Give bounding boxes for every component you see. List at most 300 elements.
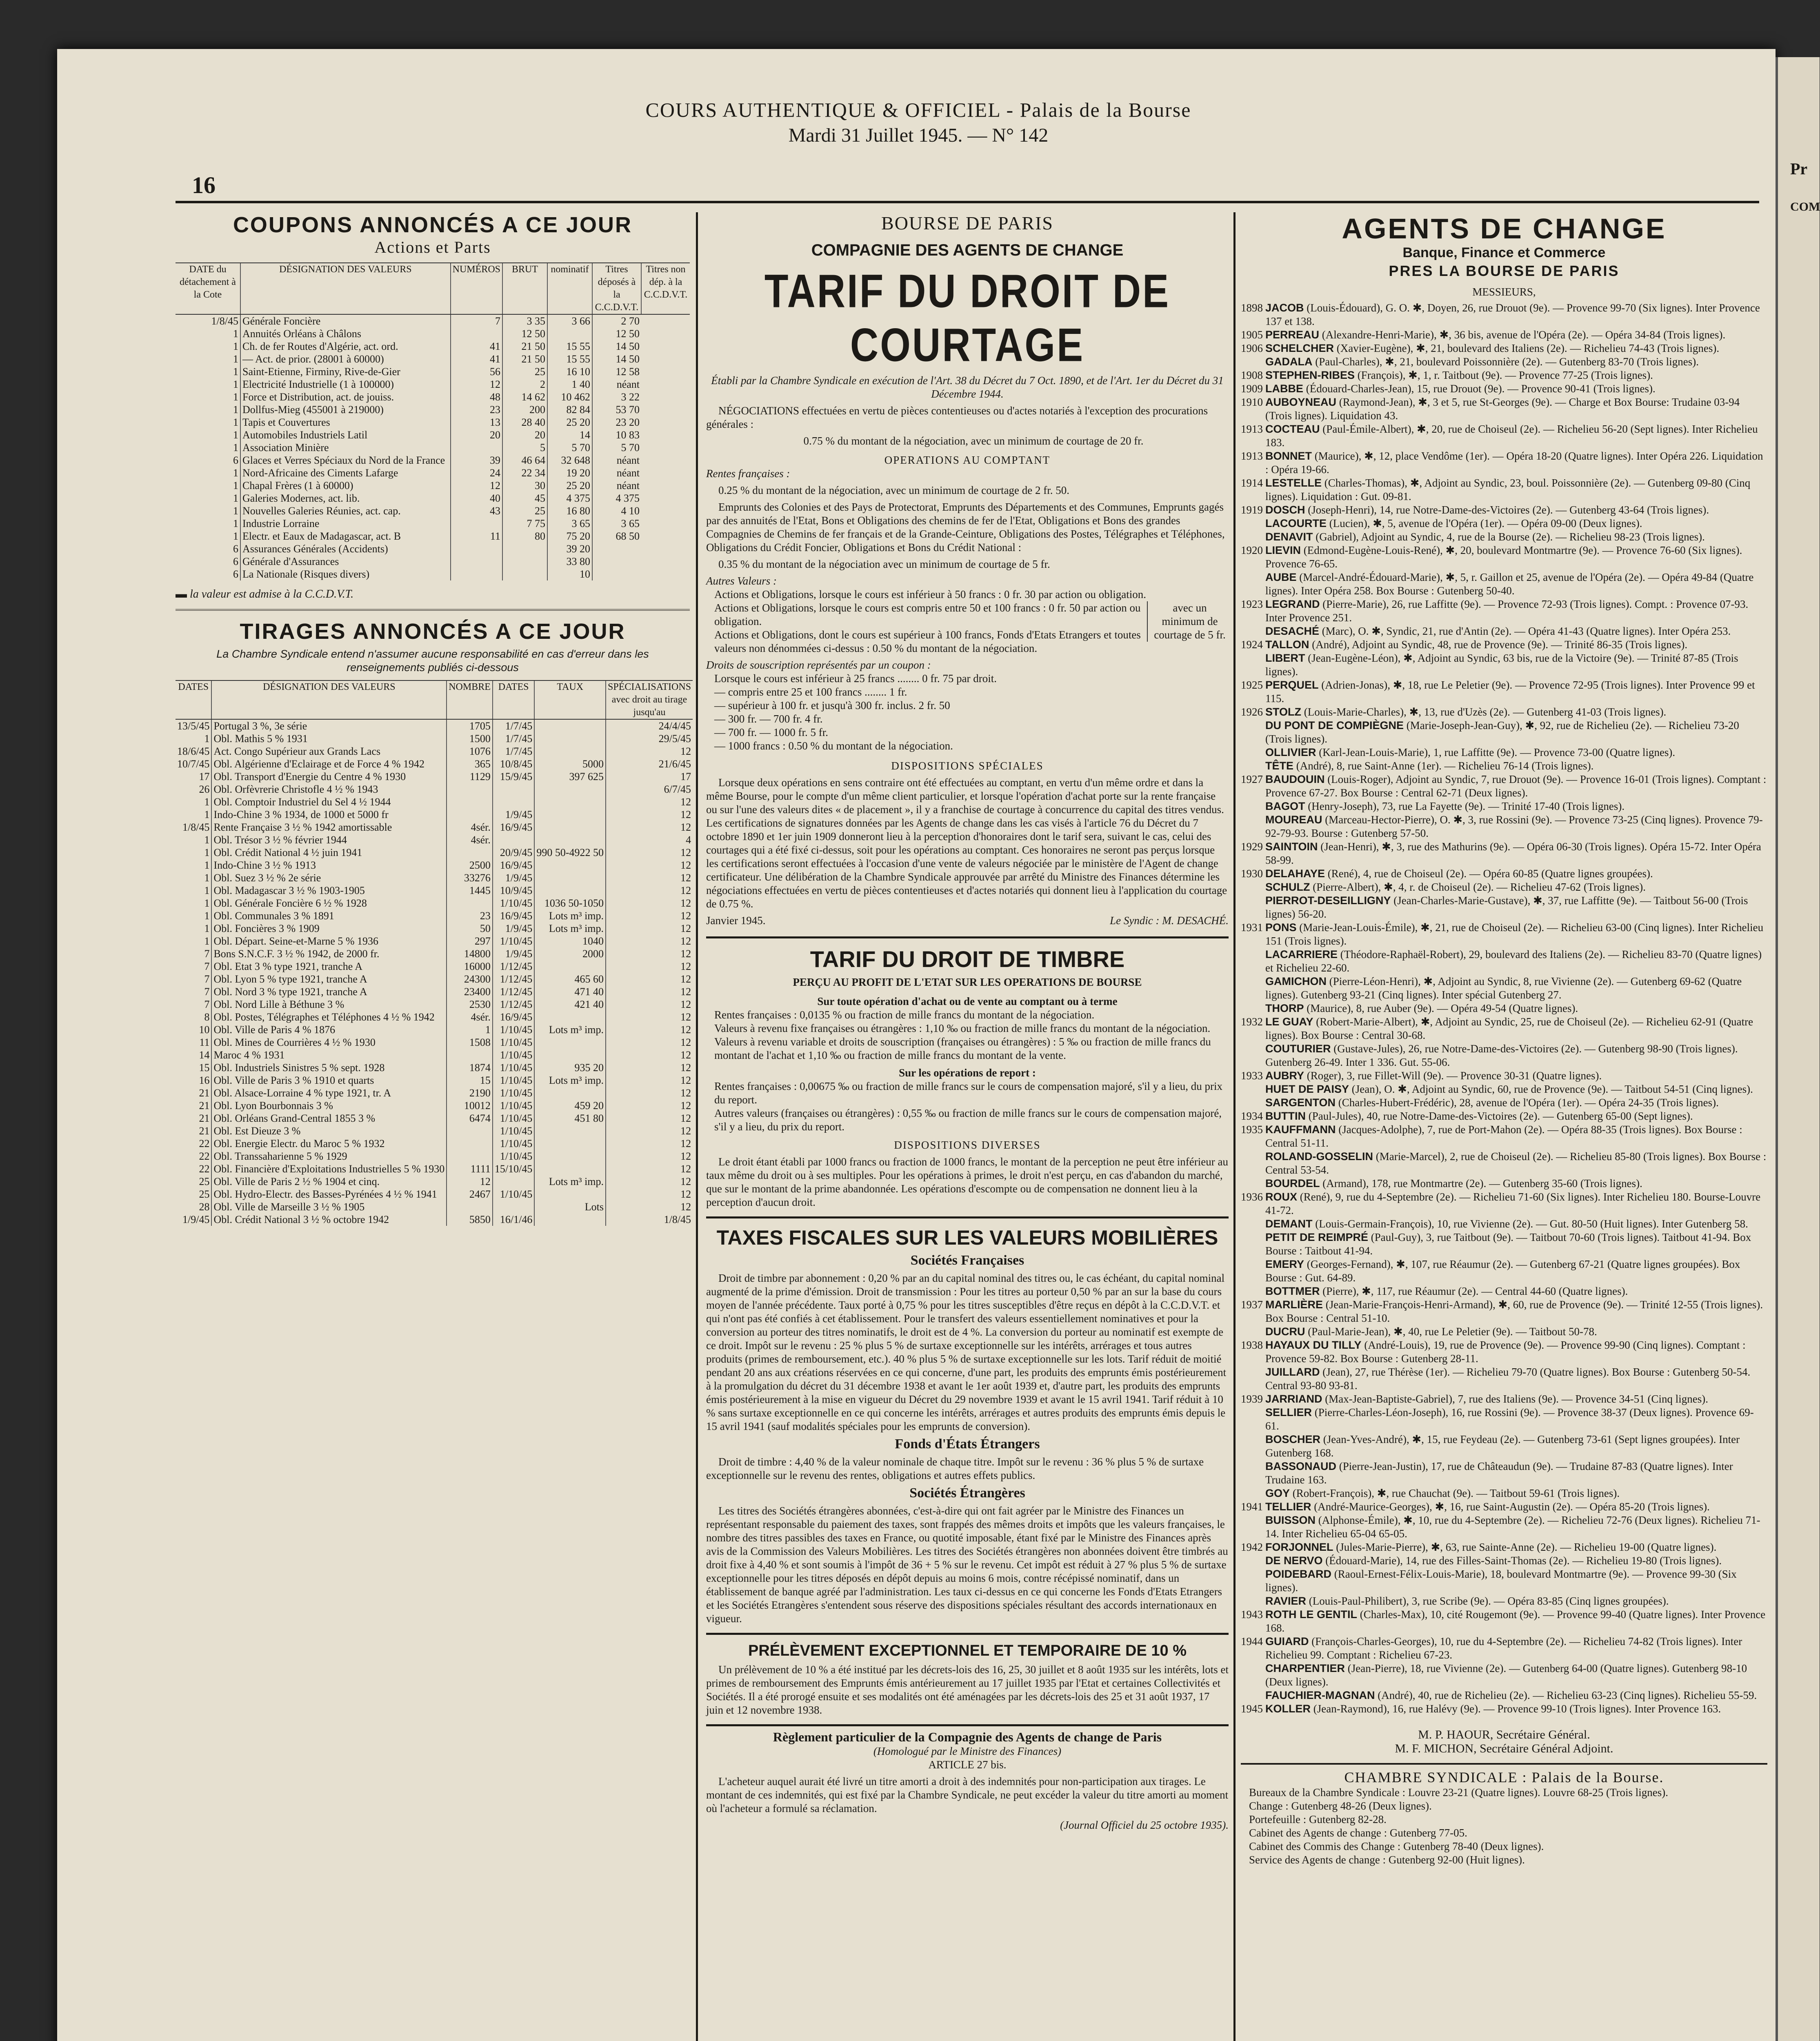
cell-value: 12 — [606, 1087, 693, 1099]
agent-name: PETIT DE REIMPRÉ — [1265, 1231, 1369, 1243]
agent-name: DU PONT DE COMPIÈGNE — [1265, 719, 1404, 731]
reglement-title: Règlement particulier de la Compagnie des Agents de change de Paris — [773, 1730, 1162, 1744]
chambre-line: Bureaux de la Chambre Syndicale : Louvre 23-21 (Quatre lignes). Louvre 68-25 (Trois lignes). — [1249, 1786, 1669, 1799]
cell-value: 80 — [502, 530, 547, 542]
agent-details: (Lucien), ✱, 5, avenue de l'Opéra (1er). — Opéra 09-00 (Deux lignes). — [1329, 517, 1642, 529]
table-row — [176, 897, 693, 909]
agent-details: (Xavier-Eugène), ✱, 21, boulevard des Italiens (2e). — Richelieu 74-43 (Trois lignes). — [1336, 342, 1720, 354]
agent-details: (Paul-Charles), ✱, 21, boulevard Poissonnière (2e). — Gutenberg 83-70 (Trois lignes). — [1315, 356, 1699, 368]
cell-value: 10 — [199, 1024, 210, 1036]
table-row — [176, 758, 693, 770]
agent-details: (André-Louis), 19, rue de Provence (9e). — Provence 99-90 (Cinq lignes). Comptant : Provence 59-82. Box Bourse : Gutenberg 28-11. — [1265, 1339, 1746, 1365]
cell-value — [451, 517, 502, 530]
agent-name: COCTEAU — [1265, 423, 1320, 435]
agent-name: PERREAU — [1265, 329, 1320, 341]
col-header: BRUT — [502, 263, 547, 314]
cell-value: 21 — [199, 1100, 210, 1112]
cell-value — [447, 796, 493, 808]
cell-value: 1/10/45 — [493, 1137, 534, 1150]
coupon-line: — 300 fr. — 700 fr. 4 fr. — [714, 713, 823, 725]
cell-valeur: Bons S.N.C.F. 3 ½ % 1942, de 2000 fr. — [211, 947, 447, 960]
agent-details: (Jean-Raymond), 16, rue Halévy (9e). — Provence 99-10 (Trois lignes). Inter Provence 163. — [1313, 1703, 1721, 1715]
table-row — [176, 745, 693, 758]
cell-value — [502, 542, 547, 555]
agent-details: (Raymond-Jean), ✱, 3 et 5, rue St-Georges (9e). — Charge et Box Bourse: Trudaine 03-94 (Trois lignes). Liquidation 43. — [1265, 396, 1740, 422]
agents-title: AGENTS DE CHANGE — [1342, 213, 1667, 245]
cell-value: 1 — [233, 429, 238, 441]
cell-value: 1/12/45 — [493, 998, 534, 1011]
agent-entry — [1241, 1365, 1767, 1392]
cell-value: 25 — [199, 1188, 210, 1200]
agent-details: (Jacques-Adolphe), 7, rue de Port-Mahon (2e). — Opéra 88-35 (Trois lignes). Box Bourse : Central 51-11. — [1265, 1123, 1742, 1149]
cell-value: 1/10/45 — [493, 1074, 534, 1087]
agent-entry — [1241, 948, 1767, 975]
agent-name: BASSONAUD — [1265, 1460, 1337, 1472]
agent-details: (Marcel-André-Édouard-Marie), ✱, 5, r. Gaillon et 25, avenue de l'Opéra (2e). — Opéra 49-84 (Quatre lignes). Inter Opéra 258. Box Bourse : Gutenberg 50-40. — [1265, 571, 1754, 597]
table-row — [176, 719, 693, 732]
agent-name: MARLIÈRE — [1265, 1298, 1323, 1311]
agent-details: (Théodore-Raphaël-Robert), 29, boulevard des Italiens (2e). — Richelieu 83-70 (Quatre lignes) et Richelieu 22-60. — [1265, 948, 1762, 974]
dispositions-title: DISPOSITIONS SPÉCIALES — [891, 760, 1044, 772]
agent-name: FAUCHIER-MAGNAN — [1265, 1689, 1375, 1701]
agent-name: AUBE — [1265, 571, 1297, 583]
agent-details: (Jean), 27, rue Thérèse (1er). — Richelieu 79-70 (Quatre lignes). Box Bourse : Gutenberg 50-54. Central 93-80 93-81. — [1265, 1366, 1751, 1392]
cell-value — [534, 1188, 606, 1201]
agent-name: HAYAUX DU TILLY — [1265, 1339, 1362, 1351]
agent-name: BAGOT — [1265, 800, 1305, 812]
agent-name: BOURDEL — [1265, 1177, 1320, 1189]
agent-name: DE NERVO — [1265, 1554, 1323, 1567]
fr-title: Sociétés Françaises — [910, 1253, 1024, 1268]
cell-value: 2467 — [447, 1188, 493, 1201]
autres-line: Actions et Obligations, dont le cours est supérieur à 100 francs, Fonds d'Etats Etrangers et toutes valeurs non dénommées ci-dessus : 0.50 % du montant de la négociation. — [714, 629, 1141, 654]
cell-value: 16 10 — [547, 365, 592, 378]
cell-valeur: Chapal Frères (1 à 60000) — [240, 479, 451, 492]
agent-details: (Robert-Marie-Albert), ✱, Adjoint au Syndic, 25, rue de Choiseul (2e). — Richelieu 62-91 (Quatre lignes). Box Bourse : Central 30-68. — [1265, 1016, 1753, 1041]
cell-value: 12 — [606, 1036, 693, 1049]
agent-name: HUET DE PAISY — [1265, 1083, 1349, 1095]
cell-value: 1445 — [447, 884, 493, 897]
cell-value: 1/10/45 — [493, 1125, 534, 1137]
cell-value: Lots m³ imp. — [534, 1023, 606, 1036]
etats-title: Fonds d'États Étrangers — [895, 1436, 1040, 1452]
achat-line: Valeurs à revenu variable et droits de souscription (françaises ou étrangères) : 5 ‰ ou fraction de mille francs du montant de l'achat et 1,10 ‰ ou fraction de mille francs du montant de la vente. — [714, 1036, 1211, 1061]
cell-value — [451, 568, 502, 580]
agent-name: DUCRU — [1265, 1325, 1305, 1338]
cell-value — [447, 1137, 493, 1150]
agent-entry — [1241, 382, 1767, 396]
cell-value: Lots m³ imp. — [534, 1175, 606, 1188]
agent-details: (Marie-Jean-Louis-Émile), ✱, 21, rue de Choiseul (2e). — Richelieu 63-00 (Cinq lignes). Inter Richelieu 151 (Trois lignes). — [1265, 921, 1764, 947]
cell-value: 26 — [199, 783, 210, 795]
cell-value: 20 — [502, 429, 547, 441]
cell-value — [547, 327, 592, 340]
agent-entry — [1241, 369, 1767, 382]
table-row — [176, 947, 693, 960]
cell-valeur: Nouvelles Galeries Réunies, act. cap. — [240, 505, 451, 517]
cell-valeur: — Act. de prior. (28001 à 60000) — [240, 353, 451, 365]
cell-value: 14 — [199, 1049, 210, 1061]
agent-entry — [1241, 840, 1767, 867]
cell-value: 1 — [204, 897, 210, 909]
cell-value: 7 75 — [502, 517, 547, 530]
cell-value — [447, 808, 493, 821]
cell-value — [534, 872, 606, 884]
agent-details: (Marc), O. ✱, Syndic, 21, rue d'Antin (2e). — Opéra 41-43 (Quatre lignes). Inter Opéra 253. — [1322, 625, 1731, 637]
cell-value: 20/9/45 — [493, 846, 534, 859]
agent-name: TALLON — [1265, 638, 1309, 651]
page-number: 16 — [192, 172, 216, 198]
cell-value — [534, 884, 606, 897]
autres-label: Autres Valeurs : — [706, 575, 777, 587]
cell-value: 25 — [502, 365, 547, 378]
cell-value: 2 — [502, 378, 547, 391]
reglement-text: L'acheteur auquel aurait été livré un titre amorti a droit à des indemnités pour non-participation aux tirages. Le montant de ces indemnités, qui est fixé par la Chambre Syndicale, ne peut excéder la valeur du titre amorti au moment où l'acheteur a formulé sa réclamation. — [706, 1775, 1229, 1814]
coupons-subtitle: Actions et Parts — [374, 238, 491, 256]
cell-value: 25 20 — [547, 479, 592, 492]
cell-value: Lots m³ imp. — [534, 909, 606, 922]
cell-valeur: Portugal 3 %, 3e série — [211, 719, 447, 732]
agent-year: 1926 — [1241, 706, 1263, 718]
cell-value: 12 50 — [592, 327, 641, 340]
agent-entry — [1241, 773, 1767, 800]
cell-valeur: Obl. Industriels Sinistres 5 % sept. 1928 — [211, 1061, 447, 1074]
cell-value — [447, 846, 493, 859]
cell-value: 68 50 — [592, 530, 641, 542]
agent-name: ROLAND-GOSSELIN — [1265, 1150, 1373, 1163]
cell-valeur: Obl. Départ. Seine-et-Marne 5 % 1936 — [211, 935, 447, 947]
agent-entry — [1241, 396, 1767, 422]
secretaire: M. P. HAOUR, Secrétaire Général. — [1418, 1728, 1590, 1741]
agent-name: CHARPENTIER — [1265, 1662, 1345, 1674]
agent-entry — [1241, 544, 1767, 571]
cell-value: 6 — [233, 568, 238, 580]
table-row — [176, 441, 690, 454]
agent-entry — [1241, 598, 1767, 625]
achat-line: Valeurs à revenu fixe françaises ou étrangères : 1,10 ‰ ou fraction de mille francs du montant de la négociation. — [714, 1022, 1211, 1034]
cell-valeur: Industrie Lorraine — [240, 517, 451, 530]
table-row — [176, 555, 690, 568]
cell-value: 16/9/45 — [493, 1011, 534, 1023]
cell-value: 1/9/45 — [493, 947, 534, 960]
agent-year: 1910 — [1241, 396, 1263, 408]
table-row — [176, 365, 690, 378]
agent-details: (Pierre), ✱, 117, rue Réaumur (2e). — Central 44-60 (Quatre lignes). — [1322, 1285, 1628, 1297]
agent-name: LACOURTE — [1265, 517, 1327, 529]
cell-value: 1/10/45 — [493, 935, 534, 947]
agent-details: (René), 4, rue de Choiseul (2e). — Opéra 60-85 (Quatre lignes groupées). — [1327, 867, 1653, 880]
col-header: DATE du détachement à la Cote — [176, 263, 240, 314]
table-row — [176, 568, 690, 580]
cell-value: 1/10/45 — [493, 897, 534, 909]
agent-details: (André), Adjoint au Syndic, 48, rue de Provence (9e). — Trinité 86-35 (Trois lignes). — [1312, 638, 1688, 651]
rentes-text: 0.25 % du montant de la négociation, avec un minimum de courtage de 2 fr. 50. — [718, 484, 1070, 496]
cell-value: 13 — [451, 416, 502, 429]
cell-value: 1 40 — [547, 378, 592, 391]
agent-name: BUISSON — [1265, 1514, 1316, 1526]
cell-value: 1 — [233, 505, 238, 517]
table-row — [176, 391, 690, 403]
agent-year: 1898 — [1241, 302, 1263, 314]
agent-entry — [1241, 1217, 1767, 1231]
cell-value: 16/9/45 — [493, 909, 534, 922]
agent-name: LESTELLE — [1265, 477, 1322, 489]
agents-subtitle: Banque, Finance et Commerce — [1402, 245, 1606, 260]
cell-value: 12 — [606, 1023, 693, 1036]
col-header: DÉSIGNATION DES VALEURS — [240, 263, 451, 314]
table-row — [176, 985, 693, 998]
cell-value — [534, 1137, 606, 1150]
agent-year: 1920 — [1241, 544, 1263, 556]
cell-value: 17 — [606, 770, 693, 783]
agent-year: 1934 — [1241, 1110, 1263, 1122]
agent-entry — [1241, 975, 1767, 1002]
agent-name: OLLIVIER — [1265, 746, 1316, 758]
table-row — [176, 1175, 693, 1188]
cell-valeur: Obl. Orléans Grand-Central 1855 3 % — [211, 1112, 447, 1125]
cell-value: 29/5/45 — [606, 732, 693, 745]
agent-details: (Louis-Roger), Adjoint au Syndic, 7, rue Drouot (9e). — Provence 16-01 (Trois lignes). Comptant : Provence 67-27. Box Bourse : Central 62-71 (Deux lignes). — [1265, 773, 1767, 799]
taxes-title: TAXES FISCALES SUR LES VALEURS MOBILIÈRES — [716, 1226, 1218, 1249]
cell-value: 3 35 — [502, 314, 547, 327]
cell-value: 12 — [606, 897, 693, 909]
table-row — [176, 783, 693, 796]
agent-name: JARRIAND — [1265, 1393, 1322, 1405]
coupons-table — [176, 262, 690, 580]
cell-value: 16 80 — [547, 505, 592, 517]
cell-value: néant — [592, 467, 641, 479]
cell-value: 15/10/45 — [493, 1163, 534, 1175]
cell-value: 33 80 — [547, 555, 592, 568]
agent-entry — [1241, 705, 1767, 719]
agent-details: (Edmond-Eugène-Louis-René), ✱, 20, boulevard Montmartre (9e). — Provence 76-60 (Six lignes). Provence 76-65. — [1265, 544, 1742, 570]
cell-value: 1/9/45 — [182, 1214, 210, 1225]
cell-valeur: Obl. Madagascar 3 ½ % 1903-1905 — [211, 884, 447, 897]
cell-value: 12 — [606, 973, 693, 985]
cell-value: 14 50 — [592, 353, 641, 365]
cell-value: 1 — [204, 910, 210, 922]
agent-year: 1919 — [1241, 504, 1263, 516]
cell-value: 82 84 — [547, 403, 592, 416]
issue-date: Mardi 31 Juillet 1945. — N° 142 — [788, 125, 1049, 146]
diverses-text: Le droit étant établi par 1000 francs ou fraction de 1000 francs, le montant de la perception ne peut être inférieur au taux même du droit ou à ses multiples. Pour les opérations à primes, le droit n'est perçu, en cas d'abandon du marché, que sur le montant de la prime abandonnée. Les opérations d'escompte ou de compensation ne donnent lieu à la perception d'aucun droit. — [706, 1156, 1228, 1208]
agent-entry — [1241, 625, 1767, 638]
report-line: Rentes françaises : 0,00675 ‰ ou fraction de mille francs sur le cours de compensation majoré, s'il y a lieu, du prix du report. — [714, 1080, 1223, 1106]
cell-value: 13/5/45 — [177, 720, 210, 732]
agent-name: MOUREAU — [1265, 814, 1322, 826]
cell-value: 12 — [606, 922, 693, 935]
col-header: NUMÉROS — [451, 263, 502, 314]
prelevement-text: Un prélèvement de 10 % a été institué par les décrets-lois des 16, 25, 30 juillet et 8 août 1935 sur les intérêts, lots et primes de remboursement des Emprunts émis antérieurement au 17 juillet 1935 par l'Etat et certaines Collectivités et Sociétés. Il a été prorogé ensuite et ses modalités ont été aménagées par les décrets-lois des 25 et 31 août 1937, 17 juin et 12 novembre 1938. — [706, 1663, 1229, 1716]
agent-entry — [1241, 759, 1767, 773]
agent-details: (Armand), 178, rue Montmartre (2e). — Gutenberg 35-60 (Trois lignes). — [1322, 1177, 1642, 1189]
cell-value: 12 — [606, 960, 693, 973]
agent-name: ROUX — [1265, 1191, 1298, 1203]
cell-value: 17 — [199, 771, 210, 783]
agent-details: (Georges-Fernand), ✱, 107, rue Réaumur (2e). — Gutenberg 67-21 (Quatre lignes groupées). Box Bourse : Gut. 64-89. — [1265, 1258, 1740, 1284]
agent-entry — [1241, 800, 1767, 813]
agent-name: BAUDOUIN — [1265, 773, 1325, 785]
agent-entry — [1241, 1298, 1767, 1325]
cell-value: 1 — [204, 834, 210, 846]
cell-value: 20 — [451, 429, 502, 441]
agent-details: (Marceau-Hector-Pierre), O. ✱, 3, rue Rossini (9e). — Provence 73-25 (Cinq lignes). Provence 79-92-79-93. Bourse : Gutenberg 57-50. — [1265, 814, 1763, 839]
agent-entry — [1241, 678, 1767, 705]
table-row — [176, 353, 690, 365]
agent-year: 1914 — [1241, 477, 1263, 489]
agent-entry — [1241, 867, 1767, 880]
cell-value: 12 — [606, 745, 693, 758]
agent-entry — [1241, 1069, 1767, 1083]
col-header: Titres déposés à la C.C.D.V.T. — [592, 263, 641, 314]
cell-valeur: Obl. Mathis 5 % 1931 — [211, 732, 447, 745]
cell-value: 12 — [606, 872, 693, 884]
agent-entry — [1241, 894, 1767, 921]
tarif-signature: Le Syndic : M. DESACHÉ. — [1110, 914, 1229, 927]
agent-details: (Adrien-Jonas), ✱, 18, rue Le Peletier (9e). — Provence 72-95 (Trois lignes). Inter Provence 99 et 115. — [1265, 679, 1755, 705]
tarif-date: Janvier 1945. — [706, 914, 766, 927]
agent-details: (Édouard-Marie), 14, rue des Filles-Saint-Thomas (2e). — Richelieu 19-80 (Trois lignes). — [1325, 1554, 1722, 1567]
cell-valeur: Saint-Etienne, Firminy, Rive-de-Gier — [240, 365, 451, 378]
cell-value — [592, 568, 641, 580]
agent-details: (Paul-Marie-Jean), ✱, 40, rue Le Peletier (9e). — Taitbout 50-78. — [1308, 1325, 1597, 1338]
table-row — [176, 1188, 693, 1201]
agent-details: (André), 40, rue de Richelieu (2e). — Richelieu 63-23 (Cinq lignes). Richelieu 55-59. — [1378, 1689, 1757, 1701]
cell-value: 2190 — [447, 1087, 493, 1099]
fr-text: Droit de timbre par abonnement : 0,20 % par an du capital nominal des titres ou, le cas échéant, du capital nominal augmenté de la prime d'émission. Droit de transmission : Pour les titres au porteur 0,50 % par an sur la base du cours moyen de l'année précédente. Taux porté à 0,75 % pour les titres susceptibles d'être reçus en dépôt à la C.C.D.V.T. et qui n'ont pas été confiés à cet établissement. Pour le transfert des valeurs essentiellement nominatives et pour la conversion au porteur des titres nominatifs, le droit est de 4 %. La conversion du porteur au nominatif est exempte de ce droit. Impôt sur le revenu : 25 % plus 5 % de surtaxe exceptionnelle sur les intérêts, arrérages et tous autres produits (primes de remboursement, etc.). 40 % plus 5 % de surtaxe exceptionnelle sur les lots. Tarif réduit de moitié pendant 20 ans aux créations réservées en ce qui concerne, d'une part, les produits des emprunts émis postérieurement à la promulgation du décret du 31 décembre 1938 et avant le 1er août 1939 et, d'autre part, les produits des emprunts émis postérieurement à la mise en vigueur du Décret du 29 novembre 1939 et avant le 15 avril 1941. Tarif réduit à 10 % sans surtaxe exceptionnelle en ce qui concerne les intérêts, arrérages et autres produits des emprunts émis depuis le 15 avril 1941 (sauf modalités spéciales pour les emprunts de conversion). — [706, 1272, 1227, 1432]
agent-name: POIDEBARD — [1265, 1568, 1332, 1580]
table-row — [176, 935, 693, 947]
adjacent-page-edge — [1776, 57, 1820, 2041]
agent-details: (Maurice), 8, rue Auber (9e). — Opéra 49-54 (Quatre lignes). — [1307, 1002, 1578, 1014]
agent-details: (Henry-Joseph), 73, rue La Fayette (9e). — Trinité 17-40 (Trois lignes). — [1308, 800, 1625, 812]
cell-value: 18/6/45 — [177, 745, 210, 757]
cell-value: 1 — [204, 796, 210, 808]
agent-name: DELAHAYE — [1265, 867, 1325, 880]
cell-value: 10/8/45 — [493, 758, 534, 770]
cell-valeur: Générale Foncière — [240, 314, 451, 327]
cell-valeur: Obl. Lyon Bourbonnais 3 % — [211, 1099, 447, 1112]
agent-details: (Joseph-Henri), 14, rue Notre-Dame-des-Victoires (2e). — Gutenberg 43-64 (Trois lignes). — [1308, 504, 1709, 516]
agent-name: LACARRIERE — [1265, 948, 1338, 960]
cell-value — [534, 960, 606, 973]
agent-name: BOTTMER — [1265, 1285, 1320, 1297]
cell-value — [534, 1213, 606, 1226]
cell-value — [447, 897, 493, 909]
agent-details: (Gabriel), Adjoint au Syndic, 4, rue de la Bourse (2e). — Richelieu 98-23 (Trois lignes). — [1316, 531, 1705, 543]
cell-value — [534, 1049, 606, 1061]
table-row — [176, 1112, 693, 1125]
cell-value: 14 62 — [502, 391, 547, 403]
agent-details: (Charles-Hubert-Frédéric), 28, avenue de l'Opéra (1er). — Opéra 24-35 (Trois lignes). — [1338, 1096, 1719, 1109]
achat-title: Sur toute opération d'achat ou de vente au comptant ou à terme — [817, 995, 1118, 1007]
cell-value: 41 — [451, 340, 502, 353]
agent-name: DOSCH — [1265, 504, 1305, 516]
cell-value: 1/8/45 — [211, 315, 238, 327]
cell-value: 12 — [606, 1150, 693, 1163]
agent-details: (Jean-Charles-Marie-Gustave), ✱, 37, rue Laffitte (9e). — Taitbout 56-00 (Trois lignes) 56-20. — [1265, 894, 1748, 920]
cell-value: 22 — [199, 1138, 210, 1149]
agent-details: (Alphonse-Émile), ✱, 10, rue du 4-Septembre (2e). — Richelieu 72-76 (Deux lignes). Richelieu 71-14. Inter Richelieu 65-04 65-05. — [1265, 1514, 1760, 1540]
cell-value: 1 — [204, 847, 210, 858]
agent-details: (Marie-Marcel), 2, rue de Choiseul (2e). — Richelieu 85-80 (Trois lignes). Box Bourse : Central 53-54. — [1265, 1150, 1767, 1176]
tarif-decret: Établi par la Chambre Syndicale en exécution de l'Art. 38 du Décret du 7 Oct. 1890, et de l'Art. 1er du Décret du 31 Décembre 1944. — [711, 374, 1224, 400]
column-divider — [1233, 212, 1236, 2041]
agent-entry — [1241, 1662, 1767, 1689]
cell-valeur: Obl. Communales 3 % 1891 — [211, 909, 447, 922]
etr-title: Sociétés Étrangères — [909, 1485, 1025, 1501]
cell-value: 15 55 — [547, 353, 592, 365]
cell-value — [451, 327, 502, 340]
agent-entry — [1241, 1635, 1767, 1662]
cell-value: 4 375 — [547, 492, 592, 505]
agent-name: EMERY — [1265, 1258, 1304, 1270]
agent-entry — [1241, 476, 1767, 503]
rentes-label: Rentes françaises : — [706, 467, 790, 480]
cell-value: 1 — [233, 378, 238, 390]
agent-name: RAVIER — [1265, 1595, 1307, 1607]
agent-name: LIEVIN — [1265, 544, 1301, 556]
cell-valeur: La Nationale (Risques divers) — [240, 568, 451, 580]
agent-entry — [1241, 1554, 1767, 1567]
cell-value: 25 — [502, 505, 547, 517]
cell-value: 43 — [451, 505, 502, 517]
col-header: TAUX — [534, 680, 606, 719]
cell-value: 12 — [606, 1099, 693, 1112]
agent-entry — [1241, 1325, 1767, 1338]
cell-valeur: Obl. Postes, Télégraphes et Téléphones 4 ½ % 1942 — [211, 1011, 447, 1023]
column-agents — [1241, 212, 1767, 2041]
cell-value: 1/7/45 — [493, 732, 534, 745]
cell-value: 1/9/45 — [493, 808, 534, 821]
cell-value: 1 — [204, 872, 210, 884]
cell-value — [451, 441, 502, 454]
cell-value: 10 462 — [547, 391, 592, 403]
agent-name: SELLIER — [1265, 1406, 1312, 1418]
cell-value: 1 — [204, 733, 210, 745]
cell-value: 3 65 — [592, 517, 641, 530]
cell-value — [493, 1201, 534, 1213]
cell-value: 1 — [204, 809, 210, 820]
agent-entry — [1241, 1392, 1767, 1406]
cell-value: 1111 — [447, 1163, 493, 1175]
adjacent-page-text: Pr — [1790, 160, 1808, 178]
table-row — [176, 846, 693, 859]
table-row — [176, 872, 693, 884]
table-row — [176, 517, 690, 530]
agent-entry — [1241, 1123, 1767, 1150]
agent-entry — [1241, 355, 1767, 369]
agent-details: (Jules-Marie-Pierre), ✱, 63, rue Sainte-Anne (2e). — Richelieu 19-00 (Quatre lignes). — [1336, 1541, 1717, 1553]
cell-value — [534, 719, 606, 732]
cell-value: néant — [592, 479, 641, 492]
table-row — [176, 808, 693, 821]
tirages-disclaimer: La Chambre Syndicale entend n'assumer aucune responsabilité en cas d'erreur dans les renseignements publiés ci-dessous — [216, 648, 649, 674]
cell-value: 3 22 — [592, 391, 641, 403]
cell-value: 1/10/45 — [493, 1061, 534, 1074]
cell-value — [451, 542, 502, 555]
cell-value: 1/7/45 — [493, 719, 534, 732]
agent-name: SCHULZ — [1265, 881, 1310, 893]
autres-line: Actions et Obligations, lorsque le cours est compris entre 50 et 100 francs : 0 fr. 50 par action ou obligation. — [714, 602, 1141, 627]
agent-details: (Louis-Paul-Philibert), 3, rue Scribe (9e). — Opéra 83-85 (Cinq lignes groupées). — [1309, 1595, 1669, 1607]
cell-value: 21 — [199, 1125, 210, 1137]
cell-value: 10012 — [447, 1099, 493, 1112]
cell-value: 1500 — [447, 732, 493, 745]
agent-year: 1944 — [1241, 1635, 1263, 1647]
agent-details: (Jean-Yves-André), ✱, 15, rue Feydeau (2e). — Gutenberg 73-61 (Sept lignes groupées). Inter Gutenberg 168. — [1265, 1433, 1740, 1459]
agent-year: 1913 — [1241, 423, 1263, 435]
